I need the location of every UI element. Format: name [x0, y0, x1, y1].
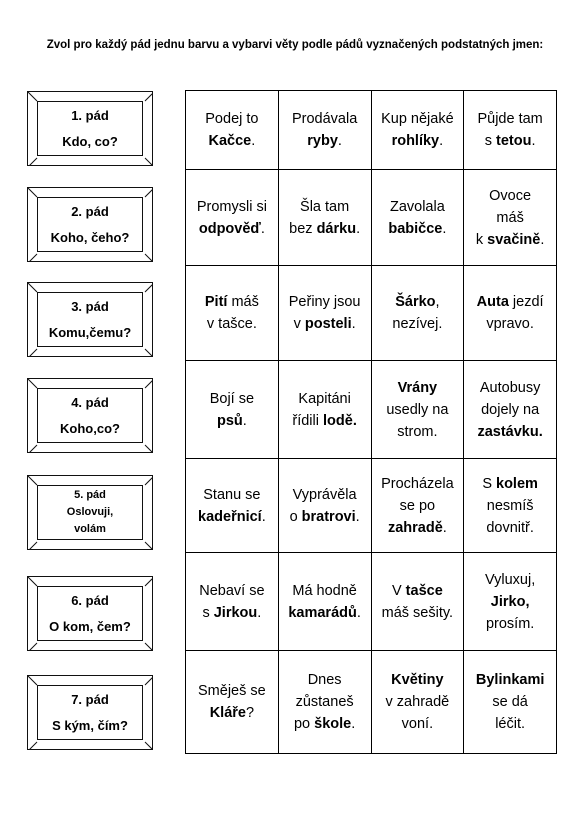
instruction-text: Zvol pro každý pád jednu barvu a vybarvi věty podle pádů vyznačených podstatných jmen: [46, 39, 544, 51]
sentence-text: Peřiny jsou [288, 294, 361, 310]
sentence-line [283, 713, 367, 735]
sentence-line [376, 377, 460, 399]
sentence-cell[interactable] [186, 170, 279, 266]
case-title: 1. pád [71, 107, 109, 123]
sentence-text: S [482, 475, 497, 492]
sentence-text: o [289, 508, 302, 525]
case-question: Oslovuji, volám [66, 506, 114, 535]
sentence-text: Kapitáni [298, 390, 351, 407]
case-label [37, 388, 143, 443]
highlighted-noun: zahradě [387, 519, 443, 536]
sentence-text: Má hodně [292, 582, 357, 599]
sentence-line [468, 130, 552, 152]
sentence-text: v zahradě [385, 694, 450, 710]
sentence-text: Dnes [307, 672, 342, 688]
sentence-line [468, 517, 552, 539]
sentence-line [468, 399, 552, 421]
sentence-text: zůstaneš [295, 694, 354, 710]
sentence-cell[interactable] [464, 170, 557, 266]
sentence-text: se dá [492, 694, 528, 710]
highlighted-noun: bratrovi [301, 508, 356, 525]
sentence-line [376, 691, 460, 713]
highlighted-noun: Bylinkami [475, 672, 545, 688]
sentence-line [190, 410, 274, 432]
sentence-text: . [356, 220, 361, 237]
case-label [37, 197, 143, 252]
sentence-text: . [351, 716, 356, 732]
sentence-line [190, 291, 274, 313]
highlighted-noun: rohlíky [391, 133, 440, 149]
sentence-text: řídili [292, 412, 324, 429]
highlighted-noun: psů [216, 412, 243, 429]
sentence-line [468, 108, 552, 130]
sentence-text: . [439, 133, 444, 149]
sentence-cell[interactable] [278, 266, 371, 361]
sentence-text: . [442, 220, 447, 237]
sentence-line [376, 421, 460, 443]
sentence-cell[interactable] [278, 651, 371, 754]
sentence-text: . [261, 508, 266, 525]
sentence-cell[interactable] [464, 361, 557, 459]
case-box-5 [27, 475, 153, 550]
sentence-cell[interactable] [371, 553, 464, 651]
sentence-text: máš [227, 294, 259, 310]
sentence-text: . [540, 231, 545, 248]
sentence-grid [185, 90, 557, 754]
sentence-line [376, 473, 460, 495]
sentence-text: Vyluxuj, [485, 571, 536, 588]
sentence-line [283, 196, 367, 218]
sentence-cell[interactable] [371, 459, 464, 553]
sentence-text: k [475, 231, 488, 248]
sentence-text: . [355, 508, 360, 525]
sentence-text: bez [289, 220, 317, 237]
sentence-text: Ovoce [489, 187, 532, 204]
sentence-text: strom. [397, 423, 438, 440]
case-title: 5. pád [74, 489, 106, 501]
sentence-cell[interactable] [464, 651, 557, 754]
case-box-6 [27, 576, 153, 651]
sentence-text: po [293, 716, 315, 732]
highlighted-noun: tetou [496, 133, 532, 149]
sentence-line [468, 569, 552, 591]
case-label [37, 101, 143, 156]
sentence-text: nesmíš [486, 497, 534, 514]
sentence-text: Půjde tam [477, 111, 543, 127]
sentence-cell[interactable] [464, 266, 557, 361]
case-title: 2. pád [71, 203, 109, 219]
sentence-line [283, 410, 367, 432]
highlighted-noun: Kláře [209, 705, 246, 721]
highlighted-noun: kadeřnicí [198, 508, 262, 525]
case-label [37, 292, 143, 347]
sentence-cell[interactable] [186, 361, 279, 459]
sentence-cell[interactable] [371, 91, 464, 170]
sentence-line [376, 602, 460, 624]
case-question: Komu,čemu? [48, 324, 132, 340]
sentence-line [376, 713, 460, 735]
sentence-line [468, 591, 552, 613]
sentence-line [283, 691, 367, 713]
case-question: Kdo, co? [62, 133, 118, 149]
sentence-text: nezívej. [392, 316, 443, 332]
grid-row [186, 266, 557, 361]
sentence-text: . [242, 412, 247, 429]
sentence-line [190, 484, 274, 506]
sentence-text: . [251, 133, 256, 149]
highlighted-noun: odpověď [198, 220, 261, 237]
highlighted-noun: svačině [487, 231, 541, 248]
sentence-cell[interactable] [464, 91, 557, 170]
sentence-text: Autobusy [479, 379, 541, 396]
sentence-line [376, 517, 460, 539]
sentence-text: voní. [401, 716, 434, 732]
sentence-line [190, 702, 274, 724]
sentence-line [468, 207, 552, 229]
sentence-text: dovnitř. [486, 519, 534, 536]
highlighted-noun: kamarádů [288, 604, 357, 621]
case-title: 6. pád [71, 592, 109, 608]
sentence-line [190, 506, 274, 528]
highlighted-noun: škole [314, 716, 352, 732]
highlighted-noun: posteli [304, 316, 352, 332]
sentence-text: . [257, 604, 262, 621]
sentence-line [376, 495, 460, 517]
sentence-text: Prodávala [291, 111, 358, 127]
grid-row [186, 651, 557, 754]
sentence-cell[interactable] [186, 91, 279, 170]
sentence-line [190, 108, 274, 130]
sentence-cell[interactable] [278, 459, 371, 553]
sentence-line [283, 602, 367, 624]
sentence-cell[interactable] [464, 553, 557, 651]
sentence-text: v tašce. [206, 316, 257, 332]
highlighted-noun: tašce [405, 582, 443, 599]
sentence-line [283, 218, 367, 240]
sentence-cell[interactable] [186, 651, 279, 754]
case-label [37, 586, 143, 641]
sentence-text: v [293, 316, 305, 332]
sentence-line [468, 473, 552, 495]
sentence-line [190, 313, 274, 335]
sentence-text: Bojí se [209, 390, 255, 407]
sentence-line [283, 108, 367, 130]
sentence-text: usedly na [386, 401, 449, 418]
grid-row [186, 91, 557, 170]
sentence-text: Procházela [381, 475, 454, 492]
highlighted-noun: Květiny [391, 672, 444, 688]
case-title: 4. pád [71, 394, 109, 410]
sentence-line [376, 580, 460, 602]
sentence-text: Kup nějaké [381, 111, 454, 127]
sentence-text: Vyprávěla [292, 486, 357, 503]
case-question: S kým, čím? [52, 717, 128, 733]
sentence-text: Zavolala [389, 198, 445, 215]
sentence-line [468, 421, 552, 443]
sentence-line [468, 377, 552, 399]
sentence-line [190, 680, 274, 702]
sentence-text: Nebaví se [199, 582, 265, 599]
sentence-text: Stanu se [203, 486, 261, 503]
case-title: 3. pád [71, 298, 109, 314]
sentence-line [468, 313, 552, 335]
sentence-cell[interactable] [278, 91, 371, 170]
sentence-cell[interactable] [186, 553, 279, 651]
sentence-text: s [484, 133, 497, 149]
sentence-line [376, 313, 460, 335]
highlighted-noun: dárku [316, 220, 357, 237]
sentence-line [468, 185, 552, 207]
sentence-cell[interactable] [371, 266, 464, 361]
sentence-text: Podej to [205, 111, 259, 127]
sentence-line [190, 580, 274, 602]
sentence-text: vpravo. [486, 316, 534, 332]
sentence-line [468, 669, 552, 691]
case-box-4 [27, 378, 153, 453]
case-box-1 [27, 91, 153, 166]
sentence-cell[interactable] [278, 361, 371, 459]
sentence-line [190, 602, 274, 624]
sentence-text: . [356, 604, 361, 621]
sentence-text: V [391, 582, 406, 599]
sentence-text: ? [245, 705, 255, 721]
case-label [37, 685, 143, 740]
sentence-text: máš [496, 209, 524, 226]
sentence-text: . [351, 316, 356, 332]
highlighted-noun: kolem [496, 475, 538, 492]
sentence-line [283, 130, 367, 152]
sentence-line [376, 130, 460, 152]
grid-row [186, 361, 557, 459]
highlighted-noun: Auta [476, 294, 509, 310]
sentence-line [376, 108, 460, 130]
sentence-line [190, 130, 274, 152]
sentence-text: Směješ se [198, 683, 266, 699]
sentence-line [376, 669, 460, 691]
sentence-line [468, 229, 552, 251]
sentence-line [283, 580, 367, 602]
highlighted-noun: Jirkou [213, 604, 258, 621]
sentence-text: máš sešity. [381, 604, 454, 621]
sentence-line [283, 484, 367, 506]
highlighted-noun: Kačce [208, 133, 252, 149]
sentence-line [468, 291, 552, 313]
sentence-text: jezdí [508, 294, 544, 310]
sentence-cell[interactable] [371, 361, 464, 459]
sentence-line [190, 196, 274, 218]
sentence-line [468, 713, 552, 735]
sentence-text: . [442, 519, 447, 536]
sentence-line [283, 506, 367, 528]
grid-row [186, 459, 557, 553]
highlighted-noun: babičce [388, 220, 443, 237]
sentence-line [283, 669, 367, 691]
sentence-text: , [435, 294, 440, 310]
highlighted-noun: lodě. [323, 412, 357, 429]
highlighted-noun: Vrány [397, 379, 438, 396]
sentence-text: léčit. [495, 716, 526, 732]
grid-row [186, 170, 557, 266]
sentence-line [468, 613, 552, 635]
case-box-7 [27, 675, 153, 750]
case-question: Koho,co? [60, 420, 120, 436]
sentence-cell[interactable] [186, 266, 279, 361]
sentence-line [376, 399, 460, 421]
sentence-line [283, 291, 367, 313]
highlighted-noun: ryby [307, 133, 338, 149]
case-question: O kom, čem? [49, 618, 131, 634]
sentence-text: s [202, 604, 214, 621]
case-box-2 [27, 187, 153, 262]
sentence-text: . [337, 133, 342, 149]
sentence-text: Promysli si [196, 198, 267, 215]
sentence-line [376, 196, 460, 218]
sentence-line [468, 691, 552, 713]
sentence-text: Šla tam [300, 198, 350, 215]
highlighted-noun: zastávku. [477, 423, 543, 440]
highlighted-noun: Pití [204, 294, 228, 310]
sentence-cell[interactable] [464, 459, 557, 553]
sentence-line [190, 388, 274, 410]
sentence-line [376, 291, 460, 313]
sentence-text: dojely na [481, 401, 540, 418]
sentence-text: prosím. [485, 615, 535, 632]
case-title: 7. pád [71, 691, 109, 707]
case-box-3 [27, 282, 153, 357]
sentence-text: se po [399, 497, 436, 514]
sentence-line [283, 313, 367, 335]
sentence-cell[interactable] [278, 553, 371, 651]
grid-row [186, 553, 557, 651]
highlighted-noun: Šárko [395, 294, 436, 310]
case-label [37, 485, 143, 540]
sentence-line [468, 495, 552, 517]
case-question: Koho, čeho? [50, 229, 130, 245]
sentence-line [376, 218, 460, 240]
sentence-text: . [260, 220, 265, 237]
sentence-cell[interactable] [186, 459, 279, 553]
sentence-line [283, 388, 367, 410]
highlighted-noun: Jirko, [490, 593, 530, 610]
sentence-cell[interactable] [278, 170, 371, 266]
sentence-cell[interactable] [371, 651, 464, 754]
sentence-text: . [531, 133, 536, 149]
sentence-line [190, 218, 274, 240]
sentence-cell[interactable] [371, 170, 464, 266]
